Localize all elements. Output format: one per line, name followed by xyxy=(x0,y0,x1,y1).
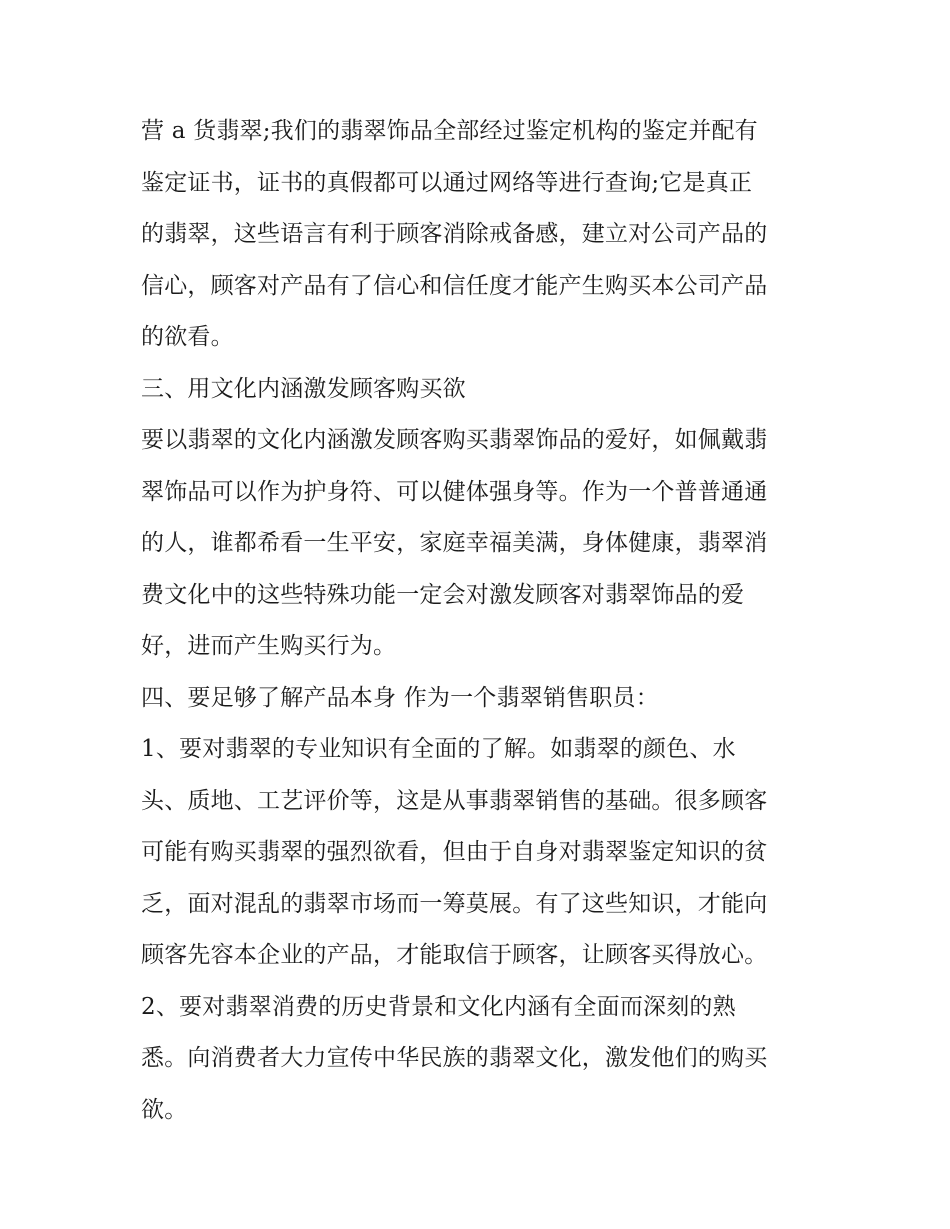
text-line: 翠饰品可以作为护身符、可以健体强身等。作为一个普普通通 xyxy=(141,478,768,505)
text-line: 乏，面对混乱的翡翠市场而一筹莫展。有了这些知识，才能向 xyxy=(141,890,768,917)
text-line: 要以翡翠的文化内涵激发顾客购买翡翠饰品的爱好，如佩戴翡 xyxy=(141,427,768,453)
text-line: 好，进而产生购买行为。 xyxy=(141,633,397,659)
text-line: 头、质地、工艺评价等，这是从事翡翠销售的基础。很多顾客 xyxy=(141,787,768,814)
list-item-one: 1、要对翡翠的专业知识有全面的了解。如翡翠的颜色、水 xyxy=(141,736,736,762)
text-line: 的欲看。 xyxy=(141,324,234,350)
text-line: 的人，谁都希看一生平安，家庭幸福美满，身体健康，翡翠消 xyxy=(141,530,768,556)
text-line: 欲。 xyxy=(141,1096,188,1123)
text-line: 营 a 货翡翠;我们的翡翠饰品全部经过鉴定机构的鉴定并配有 xyxy=(141,118,758,144)
text-line: 费文化中的这些特殊功能一定会对激发顾客对翡翠饰品的爱 xyxy=(141,581,745,608)
section-heading-four: 四、要足够了解产品本身 作为一个翡翠销售职员： xyxy=(141,684,659,711)
text-line: 悉。向消费者大力宣传中华民族的翡翠文化，激发他们的购买 xyxy=(141,1045,768,1071)
document-body xyxy=(141,106,821,1136)
text-line: 的翡翠，这些语言有利于顾客消除戒备感，建立对公司产品的 xyxy=(141,221,768,247)
text-line: 可能有购买翡翠的强烈欲看，但由于自身对翡翠鉴定知识的贫 xyxy=(141,839,768,865)
text-line: 顾客先容本企业的产品，才能取信于顾客，让顾客买得放心。 xyxy=(141,942,768,968)
list-item-two: 2、要对翡翠消费的历史背景和文化内涵有全面而深刻的熟 xyxy=(141,993,736,1020)
text-line: 信心，顾客对产品有了信心和信任度才能产生购买本公司产品 xyxy=(141,272,768,299)
section-heading-three: 三、用文化内涵激发顾客购买欲 xyxy=(141,375,466,402)
text-line: 鉴定证书，证书的真假都可以通过网络等进行查询;它是真正 xyxy=(141,169,753,196)
